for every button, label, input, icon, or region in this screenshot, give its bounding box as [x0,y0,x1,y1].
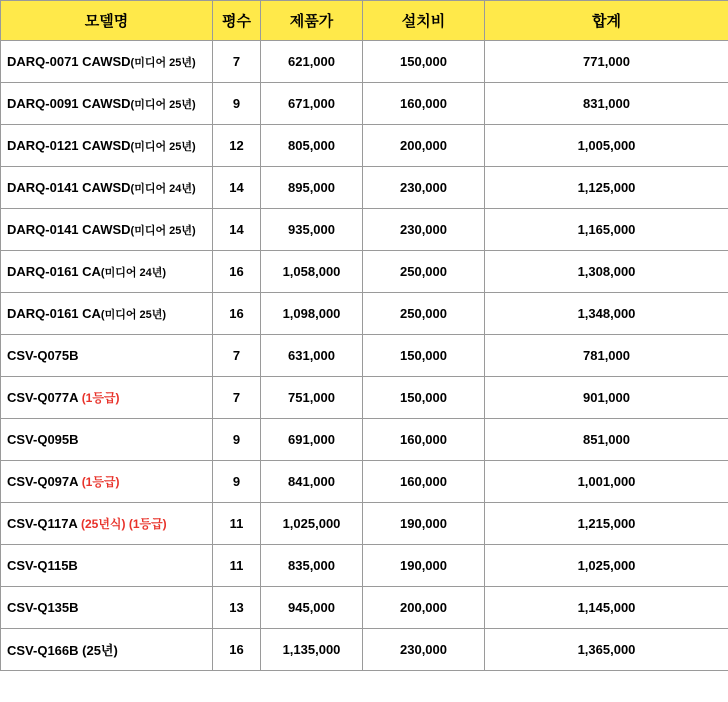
cell-model [1,335,213,377]
cell-install-fee: 160,000 [363,461,485,503]
model-grade-badge: (1등급) [81,391,120,405]
column-header-model: 모델명 [1,1,213,41]
cell-install-fee: 190,000 [363,503,485,545]
model-name: CSV-Q077A [7,390,79,405]
cell-install-fee: 250,000 [363,293,485,335]
cell-total: 1,025,000 [485,545,728,587]
table-row [1,83,728,125]
cell-product-price: 1,135,000 [261,629,363,671]
cell-total: 851,000 [485,419,728,461]
table-row [1,587,728,629]
cell-product-price: 1,098,000 [261,293,363,335]
table-row [1,293,728,335]
table-row [1,461,728,503]
cell-product-price: 1,058,000 [261,251,363,293]
cell-product-price: 935,000 [261,209,363,251]
cell-model [1,83,213,125]
cell-product-price: 751,000 [261,377,363,419]
cell-model [1,503,213,545]
model-note: (미디어 25년) [130,98,196,111]
cell-area: 7 [213,377,261,419]
cell-model [1,419,213,461]
cell-area: 12 [213,125,261,167]
cell-area: 11 [213,503,261,545]
model-name: CSV-Q095B [7,432,79,447]
cell-area: 16 [213,293,261,335]
table-row [1,209,728,251]
cell-model [1,209,213,251]
cell-area: 16 [213,251,261,293]
model-name: DARQ-0141 CAWSD [7,221,131,237]
cell-total: 901,000 [485,377,728,419]
cell-model [1,377,213,419]
cell-total: 781,000 [485,335,728,377]
cell-model [1,461,213,503]
table-row [1,251,728,293]
cell-product-price: 671,000 [261,83,363,125]
cell-area: 7 [213,335,261,377]
cell-install-fee: 150,000 [363,377,485,419]
cell-model [1,125,213,167]
cell-model [1,629,213,671]
cell-install-fee: 150,000 [363,41,485,83]
column-header-total: 합계 [485,1,728,41]
cell-area: 14 [213,209,261,251]
cell-total: 831,000 [485,83,728,125]
cell-model [1,41,213,83]
cell-install-fee: 200,000 [363,125,485,167]
cell-area: 7 [213,41,261,83]
cell-install-fee: 150,000 [363,335,485,377]
cell-install-fee: 190,000 [363,545,485,587]
model-grade-badge: (25년식) (1등급) [80,517,167,531]
cell-install-fee: 230,000 [363,167,485,209]
table-row [1,419,728,461]
model-name: DARQ-0141 CAWSD [7,179,131,195]
column-header-install-fee: 설치비 [363,1,485,41]
model-name: CSV-Q097A [7,474,79,489]
cell-model [1,293,213,335]
cell-area: 9 [213,461,261,503]
cell-install-fee: 160,000 [363,419,485,461]
model-note: (미디어 25년) [100,308,167,321]
cell-model [1,545,213,587]
cell-product-price: 895,000 [261,167,363,209]
table-row [1,335,728,377]
model-name: CSV-Q135B [7,600,79,615]
cell-total: 1,125,000 [485,167,728,209]
cell-model [1,587,213,629]
table-row [1,545,728,587]
cell-product-price: 691,000 [261,419,363,461]
cell-total: 1,215,000 [485,503,728,545]
model-name: DARQ-0071 CAWSD [7,53,131,69]
cell-area: 9 [213,83,261,125]
column-header-area: 평수 [213,1,261,41]
cell-model [1,167,213,209]
cell-product-price: 945,000 [261,587,363,629]
cell-total: 1,001,000 [485,461,728,503]
model-grade-badge: (1등급) [81,475,120,489]
cell-area: 14 [213,167,261,209]
cell-install-fee: 230,000 [363,629,485,671]
cell-area: 13 [213,587,261,629]
table-header-row [1,1,728,41]
cell-product-price: 805,000 [261,125,363,167]
cell-total: 1,348,000 [485,293,728,335]
cell-install-fee: 200,000 [363,587,485,629]
table-row [1,125,728,167]
cell-product-price: 835,000 [261,545,363,587]
cell-total: 1,165,000 [485,209,728,251]
cell-area: 11 [213,545,261,587]
model-name: CSV-Q117A [7,516,78,531]
model-name: DARQ-0091 CAWSD [7,95,131,111]
table-body [1,41,728,671]
model-note: (미디어 25년) [130,140,196,153]
model-name: DARQ-0121 CAWSD [7,137,131,153]
cell-total: 1,308,000 [485,251,728,293]
cell-product-price: 621,000 [261,41,363,83]
cell-model [1,251,213,293]
model-note: (미디어 25년) [130,224,196,237]
table-row [1,503,728,545]
cell-install-fee: 160,000 [363,83,485,125]
cell-product-price: 841,000 [261,461,363,503]
model-name: CSV-Q115B [7,558,78,573]
table-row [1,41,728,83]
cell-install-fee: 250,000 [363,251,485,293]
model-name: DARQ-0161 CA [7,305,101,321]
model-note: (미디어 24년) [130,182,196,195]
table-header [1,1,728,41]
cell-area: 16 [213,629,261,671]
cell-install-fee: 230,000 [363,209,485,251]
model-note: (미디어 24년) [100,266,167,279]
cell-product-price: 1,025,000 [261,503,363,545]
column-header-product-price: 제품가 [261,1,363,41]
model-name: CSV-Q166B (25년) [7,643,118,658]
cell-area: 9 [213,419,261,461]
model-name: CSV-Q075B [7,348,79,363]
cell-total: 1,365,000 [485,629,728,671]
cell-total: 771,000 [485,41,728,83]
table-row [1,629,728,671]
model-note: (미디어 25년) [130,56,196,69]
cell-product-price: 631,000 [261,335,363,377]
table-row [1,167,728,209]
cell-total: 1,005,000 [485,125,728,167]
cell-total: 1,145,000 [485,587,728,629]
table-row [1,377,728,419]
model-name: DARQ-0161 CA [7,263,101,279]
